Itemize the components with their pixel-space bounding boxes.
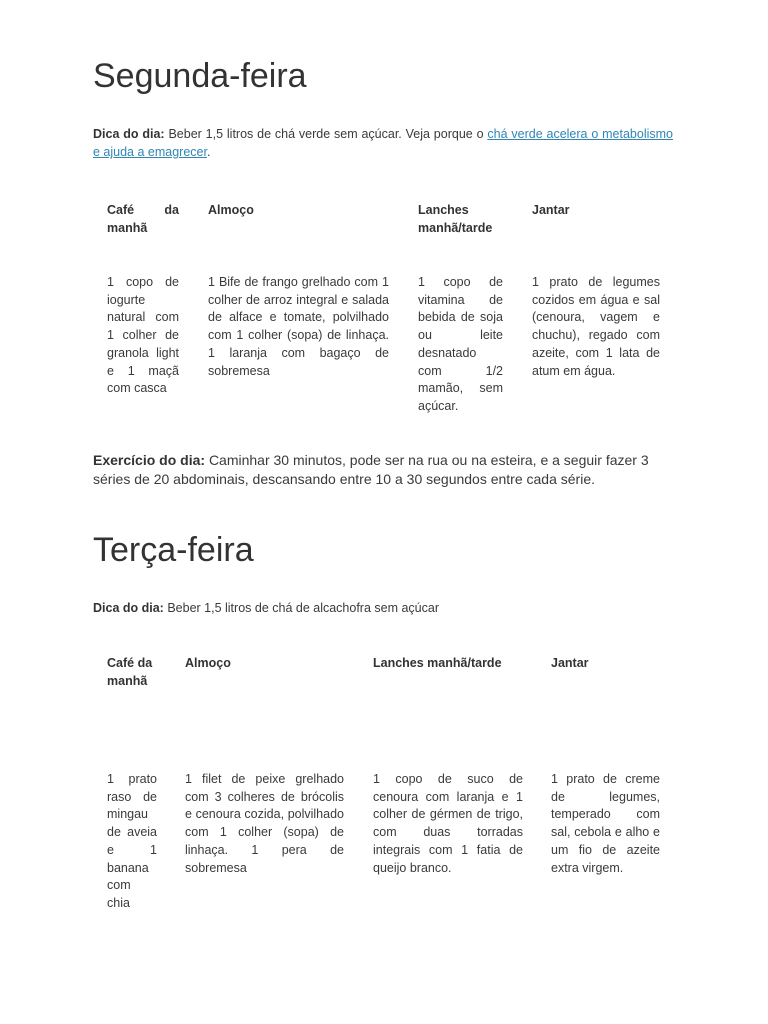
tuesday-header-breakfast: Café da manhã — [107, 656, 153, 688]
monday-cell-lunch: 1 Bife de frango grelhado com 1 colher de arroz integral e salada de alface e tomate, polvilhado com 1 colher (sopa) de linhaça. 1 laranja com bagaço de sobremesa — [208, 275, 389, 378]
tuesday-cell-breakfast: 1 prato raso de mingau de aveia e 1 banana com chia — [107, 772, 157, 910]
monday-title: Segunda-feira — [93, 57, 307, 95]
monday-header-dinner: Jantar — [532, 203, 570, 217]
tuesday-tip-label: Dica do dia: — [93, 601, 164, 615]
monday-header-snacks: Lanches manhã/tarde — [418, 203, 493, 235]
tuesday-header-dinner: Jantar — [551, 656, 589, 670]
tuesday-title: Terça-feira — [93, 531, 254, 569]
tuesday-cell-dinner: 1 prato de creme de legumes, temperado com sal, cebola e alho e um fio de azeite extra virgem. — [551, 772, 660, 875]
monday-cell-snacks: 1 copo de vitamina de bebida de soja ou leite desnatado com 1/2 mamão, sem açúcar. — [418, 275, 503, 413]
tuesday-tip — [93, 599, 673, 617]
tuesday-cell-snacks: 1 copo de suco de cenoura com laranja e 1 colher de gérmen de trigo, com duas torradas integrais com 1 fatia de queijo branco. — [373, 772, 523, 875]
monday-tip — [93, 125, 673, 161]
monday-header-lunch: Almoço — [208, 203, 254, 217]
monday-exercise — [93, 451, 675, 489]
monday-header-breakfast: Café da manhã — [107, 203, 179, 235]
monday-exercise-label: Exercício do dia: — [93, 452, 206, 468]
tuesday-header-snacks: Lanches manhã/tarde — [373, 656, 502, 670]
monday-cell-breakfast: 1 copo de iogurte natural com 1 colher de granola light e 1 maçã com casca — [107, 275, 179, 396]
monday-tip-text: Beber 1,5 litros de chá verde sem açúcar. Veja porque o — [168, 127, 488, 141]
tuesday-header-lunch: Almoço — [185, 656, 231, 670]
green-tea-article-link[interactable]: chá verde acelera o metabolismo e ajuda a emagrecer — [93, 127, 674, 159]
monday-cell-dinner: 1 prato de legumes cozidos em água e sal (cenoura, vagem e chuchu), regado com azeite, com 1 lata de atum em água. — [532, 275, 660, 378]
monday-tip-label: Dica do dia: — [93, 127, 165, 141]
tuesday-tip-text: Beber 1,5 litros de chá de alcachofra sem açúcar — [167, 601, 440, 615]
tuesday-cell-lunch: 1 filet de peixe grelhado com 3 colheres de brócolis e cenoura cozida, polvilhado com 1 colher (sopa) de linhaça. 1 pera de sobremesa — [185, 772, 344, 875]
monday-tip-end: . — [206, 145, 211, 159]
monday-exercise-text: Caminhar 30 minutos, pode ser na rua ou na esteira, e a seguir fazer 3 séries de 20 abdominais, descansando entre 10 a 30 segundos entre cada série. — [93, 452, 649, 487]
